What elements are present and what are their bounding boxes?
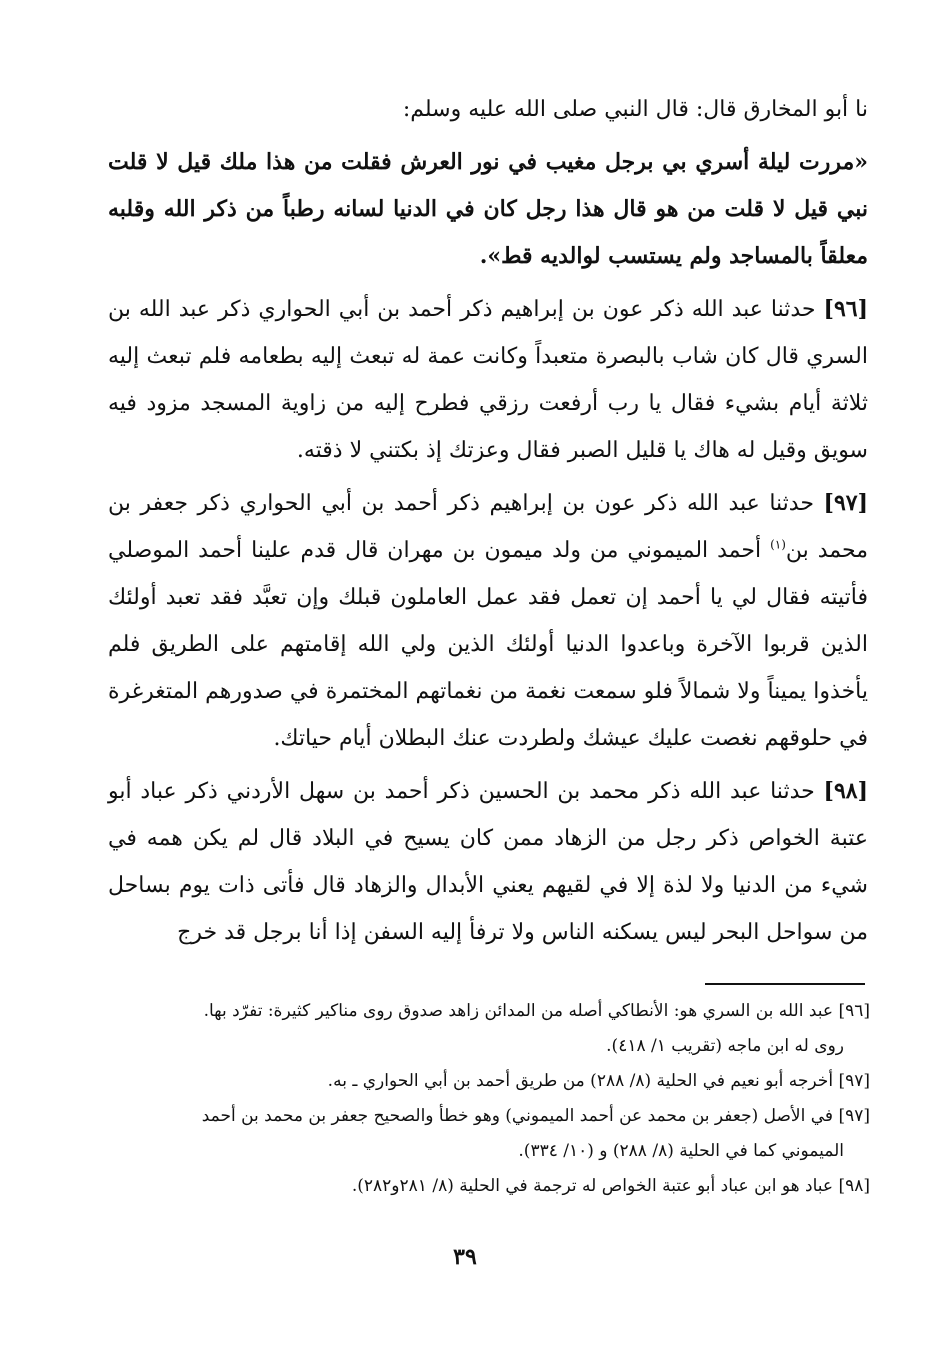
footnote-ref-1: (١) [770, 537, 786, 552]
hadith-number-97: [٩٧] [823, 490, 869, 516]
footnote-divider [705, 983, 865, 985]
footnote-97-correction: [٩٧] في الأصل (جعفر بن محمد عن أحمد الميموني) وهو خطأ والصحيح جعفر بن محمد بن أحمد [201, 1106, 870, 1126]
footnote-96: [٩٦] عبد الله بن السري هو: الأنطاكي أصله من المدائن زاهد صدوق روى مناكير كثيرة: تفرّد بها. [203, 1001, 870, 1021]
page-number: ٣٩ [453, 1244, 477, 1270]
footnote-96-continued: روى له ابن ماجه (تقريب ١/ ٤١٨). [606, 1036, 844, 1056]
paragraph-97-text-a: حدثنا عبد الله ذكر عون بن إبراهيم ذكر أحمد بن أبي الحواري ذكر جعفر بن محمد بن [108, 491, 868, 563]
footnote-98: [٩٨] عباد هو ابن عباد أبو عتبة الخواص له ترجمة في الحلية (٨/ ٢٨١و٢٨٢). [351, 1176, 870, 1196]
paragraph-97-text-b: أحمد الميموني من ولد ميمون بن مهران قال قدم علينا أحمد الموصلي فأتيته فقال لي يا أحمد إن تعمل فقد عمل العاملون قبلك وإن تعبَّد فقد تعبد أولئك الذين قربوا الآخرة وباعدوا الدنيا أولئك الذين ولي الله إقامتهم على الطريق فلم يأخذوا يميناً ولا شمالاً فلو سمعت نغمة من نغماتهم المختمرة في صدورهم المتغرغرة في حلوقهم نغصت عليك عيشك ولطردت عنك البطلان أيام حياتك. [108, 538, 868, 751]
paragraph-96 [108, 286, 868, 474]
footnote-97-source: [٩٧] أخرجه أبو نعيم في الحلية (٨/ ٢٨٨) من طريق أحمد بن أبي الحواري ـ به. [327, 1071, 870, 1091]
footnotes [118, 996, 870, 1206]
hadith-number-96: [٩٦] [823, 296, 868, 322]
paragraph-98 [108, 768, 868, 956]
paragraph-97 [108, 480, 868, 762]
paragraph-hadith: «مررت ليلة أسري بي برجل مغيب في نور العرش فقلت من هذا ملك قيل لا قلت نبي قيل لا قلت من هو قال هذا رجل كان في الدنيا لسانه رطباً من ذكر الله وقلبه معلقاً بالمساجد ولم يستسب لوالديه قط». [108, 149, 868, 269]
main-text [108, 86, 868, 956]
paragraph-98-text: حدثنا عبد الله ذكر محمد بن الحسين ذكر أحمد بن سهل الأردني ذكر عباد أبو عتبة الخواص ذكر رجل من الزهاد ممن كان يسيح في البلاد قال لم يكن همه في شيء من الدنيا ولا لذة إلا في لقيهم يعني الأبدال والزهاد قال فأتى ذات يوم بساحل من سواحل البحر ليس يسكنه الناس ولا ترفأ إليه السفن إذا أنا برجل قد خرج [108, 779, 868, 945]
paragraph-intro: نا أبو المخارق قال: قال النبي صلى الله عليه وسلم: [402, 97, 868, 122]
footnote-97-correction-continued: الميموني كما في الحلية (٨/ ٢٨٨) و (١٠/ ٣٣٤). [518, 1141, 844, 1161]
paragraph-96-text: حدثنا عبد الله ذكر عون بن إبراهيم ذكر أحمد بن أبي الحواري ذكر عبد الله بن السري قال كان شاب بالبصرة متعبداً وكانت عمة له تبعث إليه بطعامه فلم تبعث إليه ثلاثة أيام بشيء فقال يا رب أرفعت رزقي فطرح إليه من زاوية المسجد مزود فيه سويق وقيل له هاك يا قليل الصبر فقال وعزتك إذ بكتني لا ذقته. [108, 297, 868, 463]
hadith-number-98: [٩٨] [823, 778, 869, 804]
